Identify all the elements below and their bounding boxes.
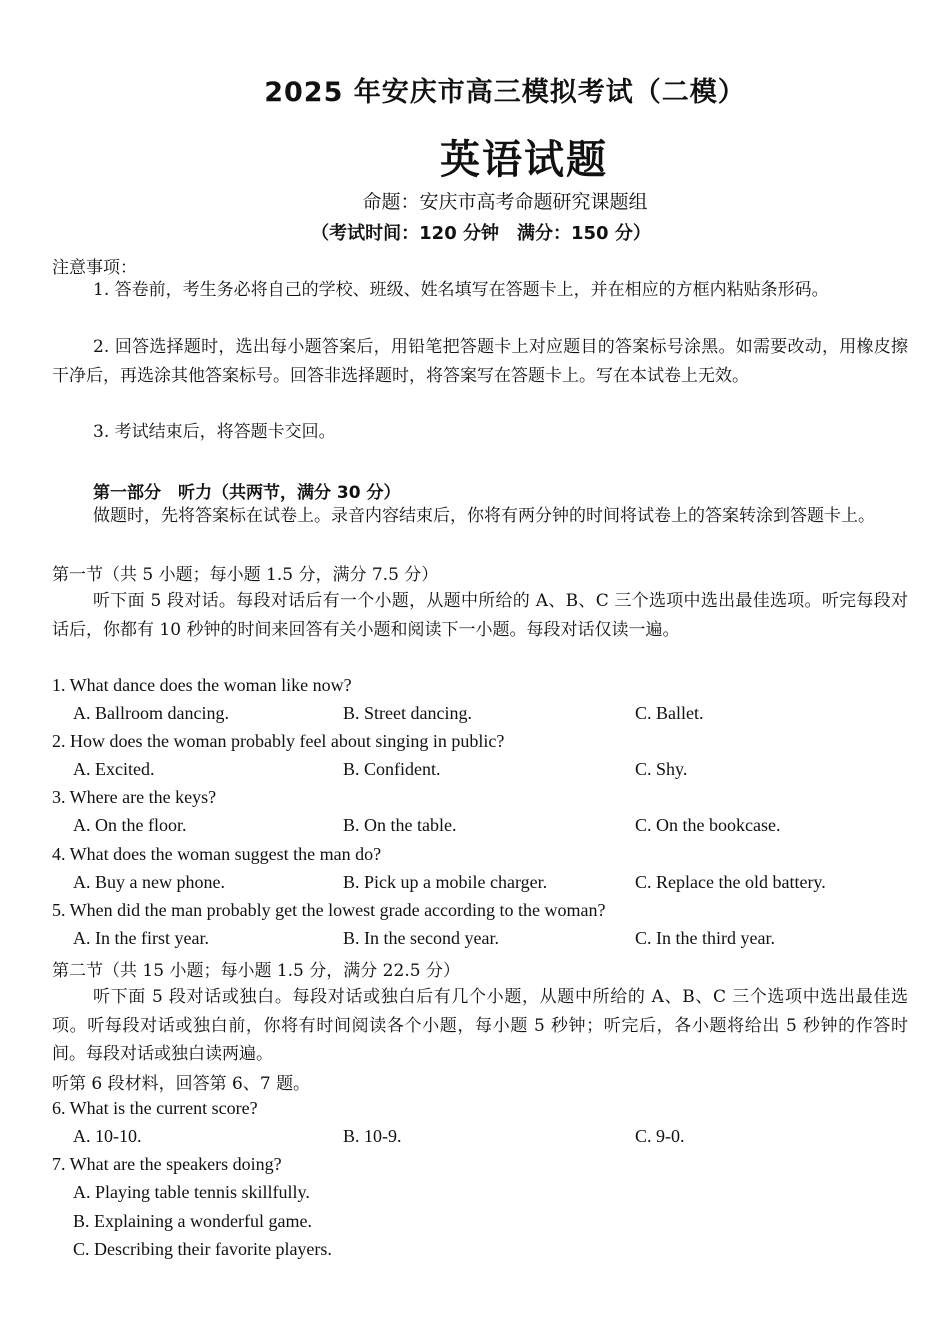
option-a: A. Playing table tennis skillfully. xyxy=(73,1182,310,1202)
question-stem: 2. How does the woman probably feel about singing in public? xyxy=(52,731,505,751)
note-item: 3. 考试结束后，将答题卡交回。 xyxy=(93,422,336,442)
option-a: A. 10-10. xyxy=(73,1126,142,1146)
question-stem: 1. What dance does the woman like now? xyxy=(52,675,352,695)
time-info: （考试时间：120 分钟 满分：150 分） xyxy=(311,223,651,244)
option-b: B. Pick up a mobile charger. xyxy=(343,872,548,892)
exam-title: 2025 年安庆市高三模拟考试（二模） xyxy=(264,77,746,108)
question-stem: 3. Where are the keys? xyxy=(52,787,217,807)
question-stem: 6. What is the current score? xyxy=(52,1098,258,1118)
option-b: B. In the second year. xyxy=(343,928,499,948)
section2-heading: 第二节（共 15 小题；每小题 1.5 分，满分 22.5 分） xyxy=(52,961,460,981)
section2-instruction: 听下面 5 段对话或独白。每段对话或独白后有几个小题，从题中所给的 A、B、C 三个选项中选出最佳选项。听每段对话或独白前，你将有时间阅读各个小题，每小题 5 秒钟；听完后，各小题将给出 5 秒钟的作答时间。每段对话或独白读两遍。 xyxy=(52,987,908,1064)
option-a: A. Ballroom dancing. xyxy=(73,703,229,723)
option-b: B. Street dancing. xyxy=(343,703,472,723)
option-c: C. Ballet. xyxy=(635,703,704,723)
option-b: B. 10-9. xyxy=(343,1126,402,1146)
note-item: 2. 回答选择题时，选出每小题答案后，用铅笔把答题卡上对应题目的答案标号涂黑。如需要改动，用橡皮擦干净后，再选涂其他答案标号。回答非选择题时，将答案写在答题卡上。写在本试卷上无效。 xyxy=(52,337,908,386)
option-b: B. Explaining a wonderful game. xyxy=(73,1211,312,1231)
option-c: C. In the third year. xyxy=(635,928,775,948)
option-c: C. Replace the old battery. xyxy=(635,872,826,892)
option-b: B. On the table. xyxy=(343,815,457,835)
part1-instruction: 做题时，先将答案标在试卷上。录音内容结束后，你将有两分钟的时间将试卷上的答案转涂到答题卡上。 xyxy=(93,506,875,526)
option-a: A. On the floor. xyxy=(73,815,187,835)
question-stem: 4. What does the woman suggest the man do? xyxy=(52,844,382,864)
question-stem: 7. What are the speakers doing? xyxy=(52,1154,282,1174)
option-a: A. Buy a new phone. xyxy=(73,872,225,892)
option-c: C. Describing their favorite players. xyxy=(73,1239,332,1259)
note-item: 1. 答卷前，考生务必将自己的学校、班级、姓名填写在答题卡上，并在相应的方框内粘贴条形码。 xyxy=(93,280,829,300)
section1-heading: 第一节（共 5 小题；每小题 1.5 分，满分 7.5 分） xyxy=(52,565,439,585)
option-c: C. On the bookcase. xyxy=(635,815,781,835)
question-stem: 5. When did the man probably get the lowest grade according to the woman? xyxy=(52,900,606,920)
material-note: 听第 6 段材料，回答第 6、7 题。 xyxy=(52,1074,311,1094)
option-c: C. 9-0. xyxy=(635,1126,685,1146)
option-c: C. Shy. xyxy=(635,759,688,779)
option-a: A. In the first year. xyxy=(73,928,209,948)
part1-heading: 第一部分 听力（共两节，满分 30 分） xyxy=(93,483,401,503)
author-line: 命题：安庆市高考命题研究课题组 xyxy=(362,191,648,213)
option-a: A. Excited. xyxy=(73,759,155,779)
section1-instruction: 听下面 5 段对话。每段对话后有一个小题，从题中所给的 A、B、C 三个选项中选出最佳选项。听完每段对话后，你都有 10 秒钟的时间来回答有关小题和阅读下一小题。每段对话仅读一遍。 xyxy=(52,591,908,640)
notes-heading: 注意事项： xyxy=(52,258,137,278)
subject-title: 英语试题 xyxy=(440,137,608,183)
option-b: B. Confident. xyxy=(343,759,441,779)
